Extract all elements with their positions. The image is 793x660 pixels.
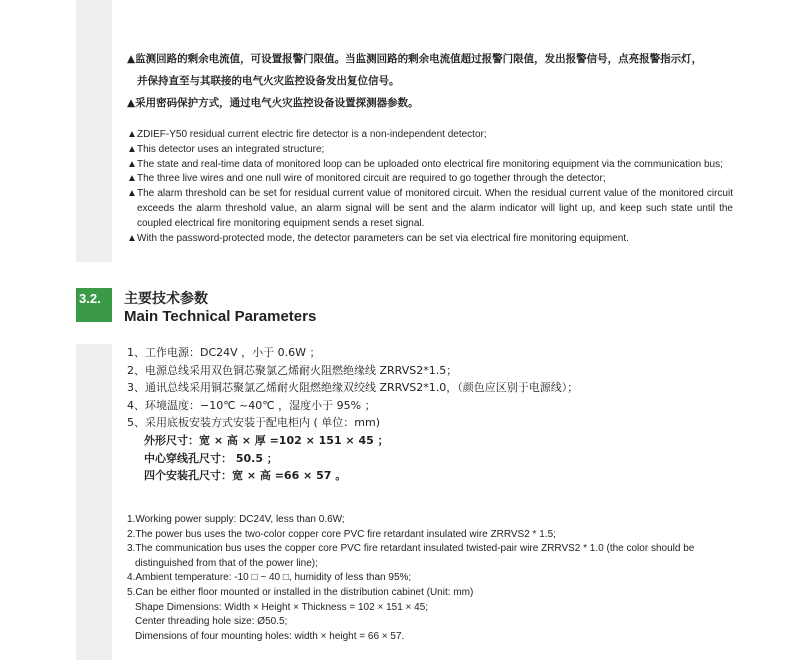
list-item: 3、通讯总线采用铜芯聚氯乙烯耐火阻燃绝缘双绞线 ZRRVS2*1.0，（颜色应区别于电源线）；	[127, 381, 579, 395]
list-item: 4、环境温度：−10℃ ~40℃ ，湿度小于 95% ；	[127, 398, 376, 412]
list-item: 外形尺寸：宽 × 高 × 厚 =102 × 151 × 45 ；	[144, 433, 389, 447]
list-item: 2、电源总线采用双色铜芯聚氯乙烯耐火阻燃绝缘线 ZRRVS2*1.5；	[127, 363, 458, 377]
list-item: ▲ The three live wires and one null wire of monitored circuit are required to go together through the detector;	[127, 173, 606, 185]
params-en-list	[127, 513, 733, 644]
list-item: Center threading hole size: Ø50.5;	[135, 616, 288, 628]
list-item: ▲ The alarm threshold can be set for residual current value of monitored circuit. When the residual current value of the monitored circuit exceeds the alarm threshold value, an alarm signal will be sent and the alarm indicator will light up, and keep such state until the coupled electrical fire monitoring equipment sends a reset signal.	[127, 188, 733, 229]
list-item: 5.Can be either floor mounted or installed in the distribution cabinet (Unit: mm)	[127, 586, 474, 598]
features-cn-line: ▲监测回路的剩余电流值，可设置报警门限值。当监测回路的剩余电流值超过报警门限值，发出报警信号，点亮报警指示灯，	[127, 53, 703, 65]
features-cn-line: 并保持直至与其联接的电气火灾监控设备发出复位信号。	[137, 75, 400, 87]
list-item: ▲ With the password-protected mode, the detector parameters can be set via electrical fire monitoring equipment.	[127, 232, 629, 244]
section-title-cn: 主要技术参数	[124, 291, 208, 307]
list-item: 中心穿线孔尺寸： 50.5 ；	[144, 451, 278, 465]
list-item: 1.Working power supply: DC24V, less than 0.6W;	[127, 514, 345, 525]
list-item: 4.Ambient temperature: -10 □ ~ 40 □, humidity of less than 95%;	[127, 572, 412, 584]
list-item: ▲ The state and real-time data of monitored loop can be uploaded onto electrical fire monitoring equipment via the communication bus;	[127, 158, 723, 170]
list-item: 1、工作电源：DC24V ，小于 0.6W ；	[127, 346, 321, 359]
list-item: ▲ This detector uses an integrated structure;	[127, 143, 325, 155]
list-item: Shape Dimensions: Width × Height × Thickness = 102 × 151 × 45;	[135, 601, 429, 613]
list-item: 5、采用底板安装方式安装于配电柜内 ( 单位：mm)	[127, 416, 381, 430]
params-cn-list	[127, 344, 578, 485]
features-en-list	[127, 128, 733, 246]
section-title-en: Main Technical Parameters	[124, 308, 317, 325]
list-item: ▲ ZDIEF-Y50 residual current electric fire detector is a non-independent detector;	[127, 129, 487, 140]
list-item: Dimensions of four mounting holes: width × height = 66 × 57.	[135, 630, 405, 642]
features-cn-block	[127, 48, 702, 114]
left-gray-band-bottom	[76, 344, 112, 660]
list-item: 3.The communication bus uses the copper core PVC fire retardant insulated twisted-pair wire ZRRVS2 * 1.0 (the color should be distinguished from that of the power line);	[127, 543, 695, 569]
features-cn-line: ▲采用密码保护方式，通过电气火灾监控设备设置探测器参数。	[127, 97, 419, 109]
left-gray-band-top	[76, 0, 112, 262]
section-number: 3.2.	[76, 288, 112, 322]
list-item: 2.The power bus uses the two-color copper core PVC fire retardant insulated wire ZRRVS2 * 1.5;	[127, 528, 556, 540]
list-item: 四个安装孔尺寸：宽 × 高 =66 × 57 。	[144, 469, 347, 483]
